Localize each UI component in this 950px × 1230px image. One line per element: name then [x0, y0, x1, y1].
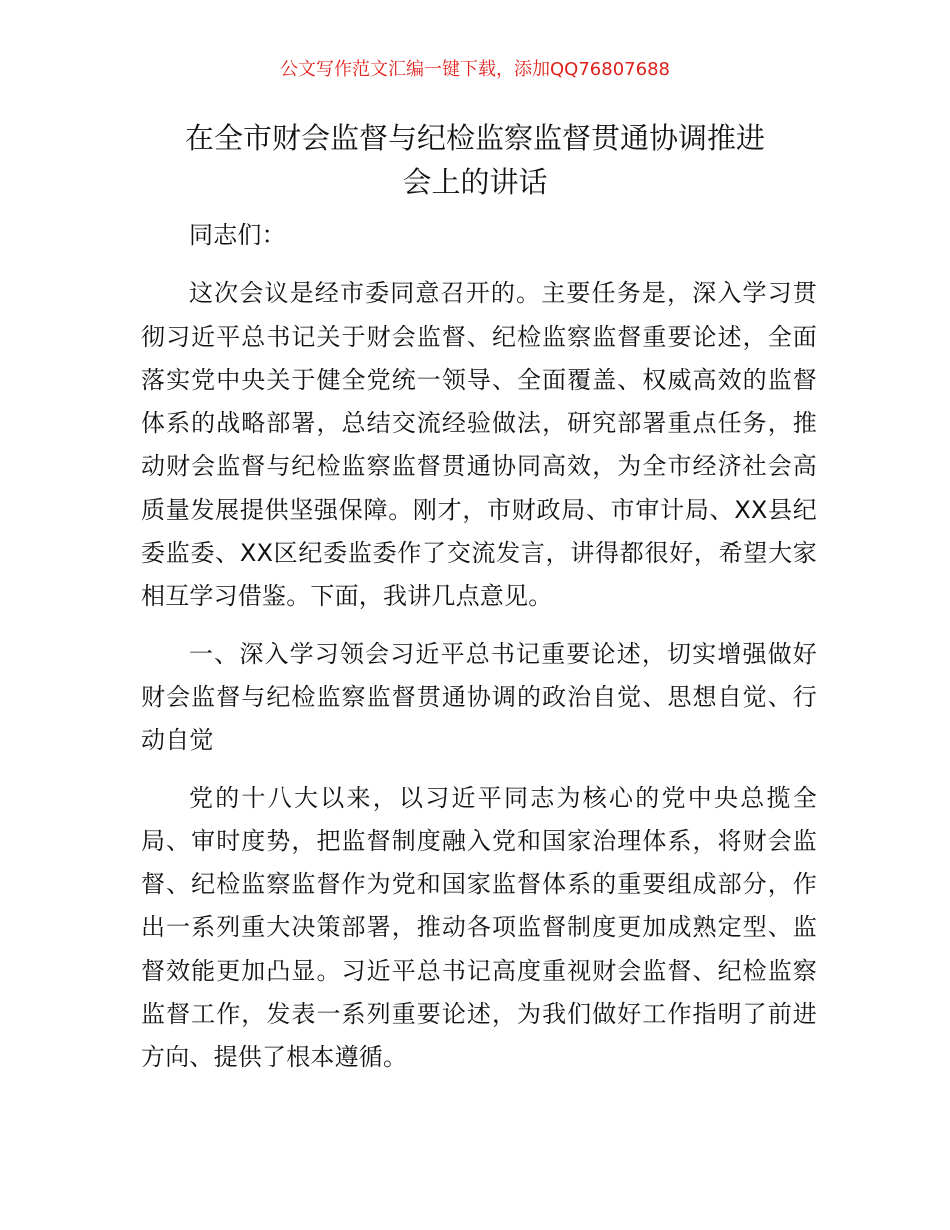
download-promo-note: 公文写作范文汇编一键下载，添加QQ76807688 — [280, 59, 670, 80]
title-line-1: 在全市财会监督与纪检监察监督贯通协调推进 — [184, 121, 765, 155]
document-body — [141, 214, 817, 1080]
document-title — [130, 116, 820, 204]
greeting: 同志们： — [189, 221, 286, 249]
section-heading-1: 一、深入学习领会习近平总书记重要论述，切实增强做好财会监督与纪检监察监督贯通协调的政治自觉、思想自觉、行动自觉 — [141, 639, 817, 755]
paragraph-intro: 这次会议是经市委同意召开的。主要任务是，深入学习贯彻习近平总书记关于财会监督、纪检监察监督重要论述，全面落实党中央关于健全党统一领导、全面覆盖、权威高效的监督体系的战略部署，总结交流经验做法，研究部署重点任务，推动财会监督与纪检监察监督贯通协同高效，为全市经济社会高质量发展提供坚强保障。刚才，市财政局、市审计局、XX县纪委监委、XX区纪委监委作了交流发言，讲得都很好，希望大家相互学习借鉴。下面，我讲几点意见。 — [141, 279, 817, 611]
paragraph-section-1: 党的十八大以来，以习近平同志为核心的党中央总揽全局、审时度势，把监督制度融入党和国家治理体系，将财会监督、纪检监察监督作为党和国家监督体系的重要组成部分，作出一系列重大决策部署，推动各项监督制度更加成熟定型、监督效能更加凸显。习近平总书记高度重视财会监督、纪检监察监督工作，发表一系列重要论述，为我们做好工作指明了前进方向、提供了根本遵循。 — [141, 783, 817, 1072]
title-line-2: 会上的讲话 — [402, 165, 548, 199]
